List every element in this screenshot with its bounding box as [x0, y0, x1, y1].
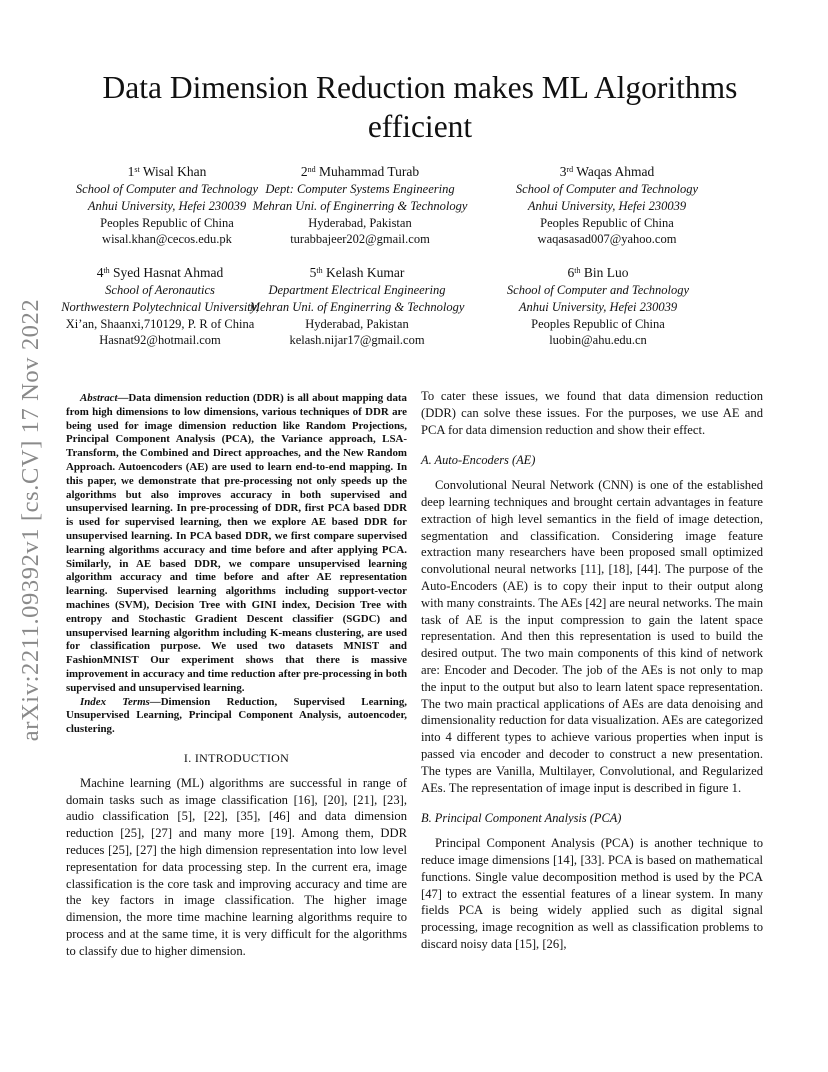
- paper-title: [60, 68, 780, 146]
- pca-paragraph: Principal Component Analysis (PCA) is another technique to reduce image dimensions [14], [33]. PCA is based on mathematical functions. Single value decomposition method is used by the PCA [47] to extract the essential features of a linear system. In many fields PCA is being widely applied such as digital signal processing, image recognition as well as classification problems to discard noisy data [15], [26],: [421, 836, 763, 951]
- right-intro-paragraph: To cater these issues, we found that data dimension reduction (DDR) can solve these issues. For the purposes, we use AE and PCA for data dimension reduction and show their effect.: [421, 389, 763, 437]
- author-2: 2nd Muhammad Turab Dept: Computer Systems Engineering Mehran Uni. of Enginerring & Technology Hyderabad, Pakistan turabbajeer202@gmail.com: [235, 163, 485, 248]
- subsection-heading-pca: B. Principal Component Analysis (PCA): [421, 811, 622, 826]
- author-6: 6th Bin Luo School of Computer and Technology Anhui University, Hefei 230039 Peoples Republic of China luobin@ahu.edu.cn: [473, 264, 723, 349]
- author-name: Wisal Khan: [142, 164, 207, 179]
- intro-paragraph: Machine learning (ML) algorithms are successful in range of domain tasks such as image classification [16], [20], [21], [23], audio classification [5], [22], [35], [46] and data dimension reduction [25], [27] and many more [19]. Among them, DDR reduces [25], [27] the high dimension representation into low level representation for data processing step. In the current era, image classification is the core task and improving accuracy and time are the key factors in image classification. The higher image dimension, the more time machine learning algorithms require to process and at the same time, it is very difficult for the algorithms to classify due to higher dimension.: [66, 775, 407, 958]
- subsection-heading-autoencoders: A. Auto-Encoders (AE): [421, 453, 536, 468]
- author-email[interactable]: wisal.khan@cecos.edu.pk: [102, 232, 232, 247]
- index-terms-text: —Dimension Reduction, Supervised Learning, Unsupervised Learning, Principal Component Analysis, autoencoder, clustering.: [66, 695, 407, 736]
- title-line-2: efficient: [367, 109, 473, 144]
- right-column: [421, 388, 763, 953]
- author-email[interactable]: kelash.nijar17@gmail.com: [289, 333, 425, 348]
- abstract-label: Abstract: [80, 392, 118, 404]
- abstract-text: —Data dimension reduction (DDR) is all about mapping data from high dimensions to low dimensions, various techniques of DDR are being used for image dimension reduction like Random Projections, Principal Component Analysis (PCA), the Variance approach, LSA-Transform, the Combined and Direct approaches, and the New Random Approach. Autoencoders (AE) are used to learn end-to-end mapping. In this paper, we demonstrate that pre-processing not only speeds up the algorithms but also improves accuracy in both supervised and unsupervised learning. In pre-processing of DDR, first PCA based DDR is used for supervised learning, then we explore AE based DDR for unsupervised learning. In PCA based DDR, we first compare supervised learning algorithms accuracy and time before and after applying PCA. Similarly, in AE based DDR, we compare unsupervised learning algorithm accuracy and time before and after AE representation learning. Supervised learning algorithms including support-vector machines (SVM), Decision Tree with GINI index, Decision Tree with entropy and Stochastic Gradient Descent classifier (SGDC) and unsupervised learning algorithm including K-means clustering, are used for classification purpose. We used two datasets MNIST and FashionMNIST Our experiment shows that there is massive improvement in accuracy and time reduction after pre-processing in both supervised and unsupervised learning.: [66, 392, 407, 694]
- title-line-1: Data Dimension Reduction makes ML Algorithms: [102, 70, 738, 105]
- author-email[interactable]: turabbajeer202@gmail.com: [290, 232, 430, 247]
- author-name: Bin Luo: [583, 265, 629, 280]
- author-email[interactable]: Hasnat92@hotmail.com: [99, 333, 221, 348]
- author-email[interactable]: waqasasad007@yahoo.com: [537, 232, 677, 247]
- author-4: 4th Syed Hasnat Ahmad School of Aeronautics Northwestern Polytechnical University, Xi’an, Shaanxi,710129, P. R of China Hasnat92@hotmail.com: [35, 264, 285, 349]
- arxiv-id-text: arXiv:2211.09392v1 [cs.CV] 17 Nov 2022: [17, 298, 44, 742]
- abstract: [66, 392, 407, 696]
- author-name: Waqas Ahmad: [576, 164, 655, 179]
- author-name: Kelash Kumar: [326, 265, 405, 280]
- author-name: Syed Hasnat Ahmad: [113, 265, 224, 280]
- author-1: 1st Wisal Khan School of Computer and Technology Anhui University, Hefei 230039 Peoples Republic of China wisal.khan@cecos.edu.pk: [42, 163, 292, 248]
- index-terms: [66, 696, 407, 737]
- author-email[interactable]: luobin@ahu.edu.cn: [549, 333, 647, 348]
- left-column: [66, 392, 407, 959]
- index-terms-label: Index Terms: [80, 695, 150, 708]
- section-heading-introduction: I. INTRODUCTION: [183, 750, 290, 765]
- arxiv-identifier: [14, 280, 48, 760]
- author-3: 3rd Waqas Ahmad School of Computer and Technology Anhui University, Hefei 230039 Peoples Republic of China waqasasad007@yahoo.com: [482, 163, 732, 248]
- author-5: 5th Kelash Kumar Department Electrical Engineering Mehran Uni. of Enginerring & Technology Hyderabad, Pakistan kelash.nijar17@gmail.com: [232, 264, 482, 349]
- author-name: Muhammad Turab: [318, 164, 420, 179]
- autoencoder-paragraph: Convolutional Neural Network (CNN) is one of the established deep learning techniques and brought certain advantages in feature extraction of high level semantics in the field of image detection, segmentation and classification. Considering image feature extraction many researchers have been proposed small optimized convolutional neural networks [11], [18], [44]. The purpose of the Auto-Encoders (AE) is to copy their input to their output along with many constraints. The AEs [42] are neural networks. The main task of AE is the input compression to gain the latent space representation. And then this representation is used to build the desired output. The two main components of this kind of network are: Encoder and Decoder. The job of the AEs is not only to map the input to the output but also to learn latent space representation. The two main practical applications of AEs are data denoising and dimensionality reduction for data visualization. AEs are categorized into 4 different types to achieve various properties when input is passed via encoder and decoder to construct a new presentation. The types are Vanilla, Multilayer, Convolutional, and Regularized AEs. The representation of image input is described in figure 1.: [421, 478, 764, 795]
